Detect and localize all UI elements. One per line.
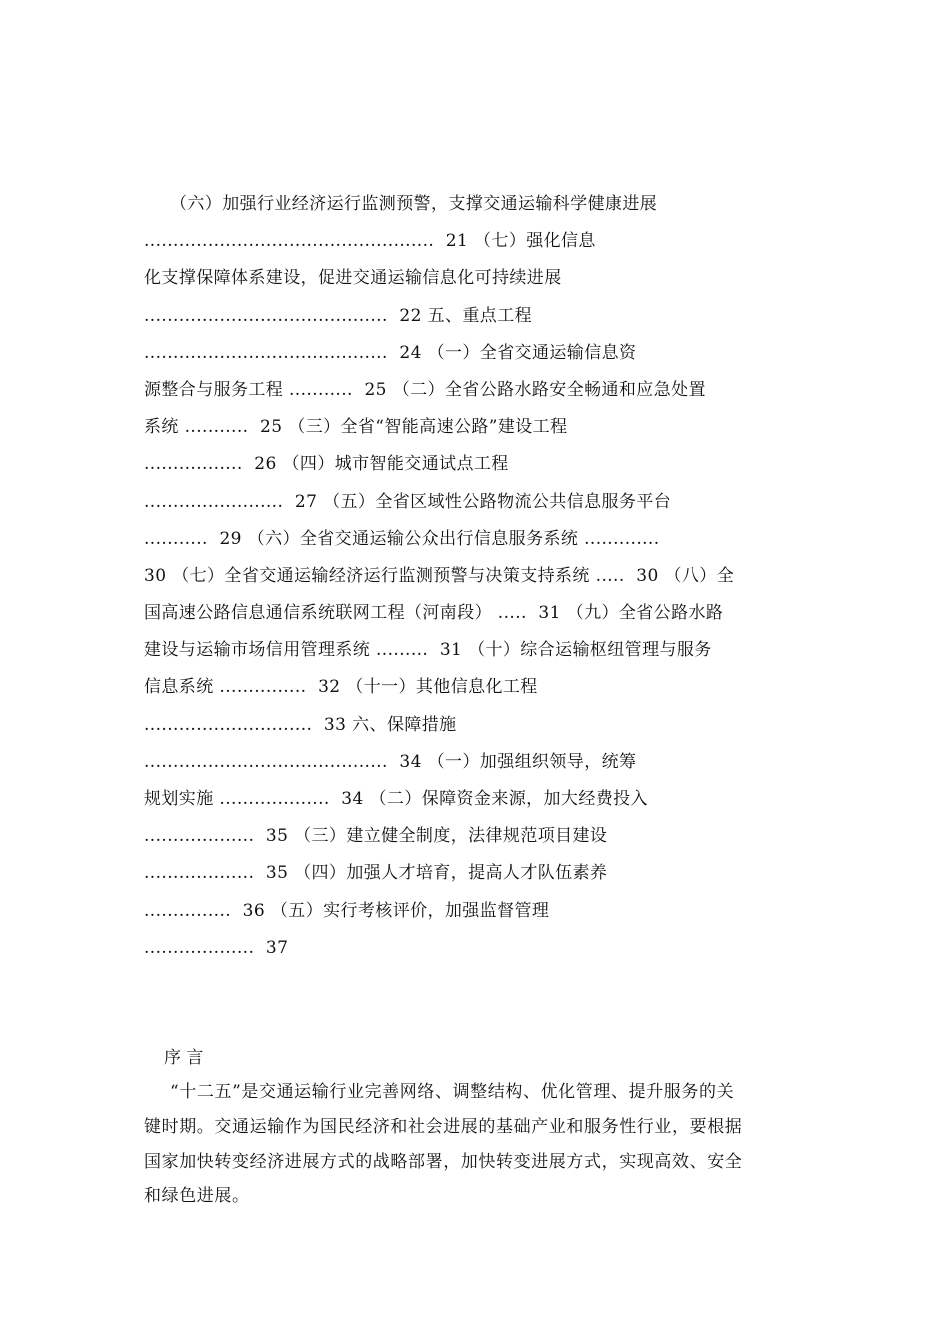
toc-line: 系统 ........... 25 （三）全省“智能高速公路”建设工程 [144, 417, 568, 438]
toc-line: ................... 37 [144, 937, 289, 958]
toc-line: ................... 35 （四）加强人才培育，提高人才队伍素养 [144, 863, 608, 884]
table-of-contents [144, 186, 808, 967]
toc-line: 化支撑保障体系建设，促进交通运输信息化可持续进展 [144, 268, 562, 289]
toc-line: 源整合与服务工程 ........... 25 （二）全省公路水路安全畅通和应急处置 [144, 379, 706, 400]
preface-paragraph-line: “十二五”是交通运输行业完善网络、调整结构、优化管理、提升服务的关 [170, 1082, 735, 1102]
toc-line: .......................................... 24 （一）全省交通运输信息资 [144, 342, 637, 363]
toc-line: 规划实施 ................... 34 （二）保障资金来源，加大经费投入 [144, 789, 648, 809]
toc-line: 国高速公路信息通信系统联网工程（河南段） ..... 31 （九）全省公路水路 [144, 603, 724, 624]
toc-line: ............... 36 （五）实行考核评价，加强监督管理 [144, 900, 550, 921]
toc-line: （六）加强行业经济运行监测预警，支撑交通运输科学健康进展 [170, 194, 658, 214]
preface-heading: 序 言 [164, 1048, 204, 1068]
preface-paragraph-line: 和绿色进展。 [144, 1186, 250, 1207]
preface-section [144, 1041, 808, 1214]
toc-line: ................. 26 （四）城市智能交通试点工程 [144, 454, 509, 475]
toc-line: ................... 35 （三）建立健全制度，法律规范项目建设 [144, 826, 608, 847]
preface-paragraph-line: 键时期。交通运输作为国民经济和社会进展的基础产业和服务性行业，要根据 [144, 1116, 743, 1137]
toc-line: 信息系统 ............... 32 （十一）其他信息化工程 [144, 677, 538, 698]
toc-line: ............................. 33 六、保障措施 [144, 714, 457, 735]
toc-line: 建设与运输市场信用管理系统 ......... 31 （十）综合运输枢纽管理与服务 [144, 640, 712, 661]
preface-paragraph-line: 国家加快转变经济进展方式的战略部署，加快转变进展方式，实现高效、安全 [144, 1151, 743, 1172]
toc-line: ........... 29 （六）全省交通运输公众出行信息服务系统 ............. [144, 528, 660, 549]
toc-line: ........................ 27 （五）全省区域性公路物流公共信息服务平台 [144, 491, 672, 512]
toc-line: .......................................... 22 五、重点工程 [144, 305, 533, 326]
toc-line: .................................................. 21 （七）强化信息 [144, 231, 596, 252]
toc-line: .......................................... 34 （一）加强组织领导，统筹 [144, 751, 637, 772]
toc-line: 30 （七）全省交通运输经济运行监测预警与决策支持系统 ..... 30 （八）全 [144, 565, 735, 586]
